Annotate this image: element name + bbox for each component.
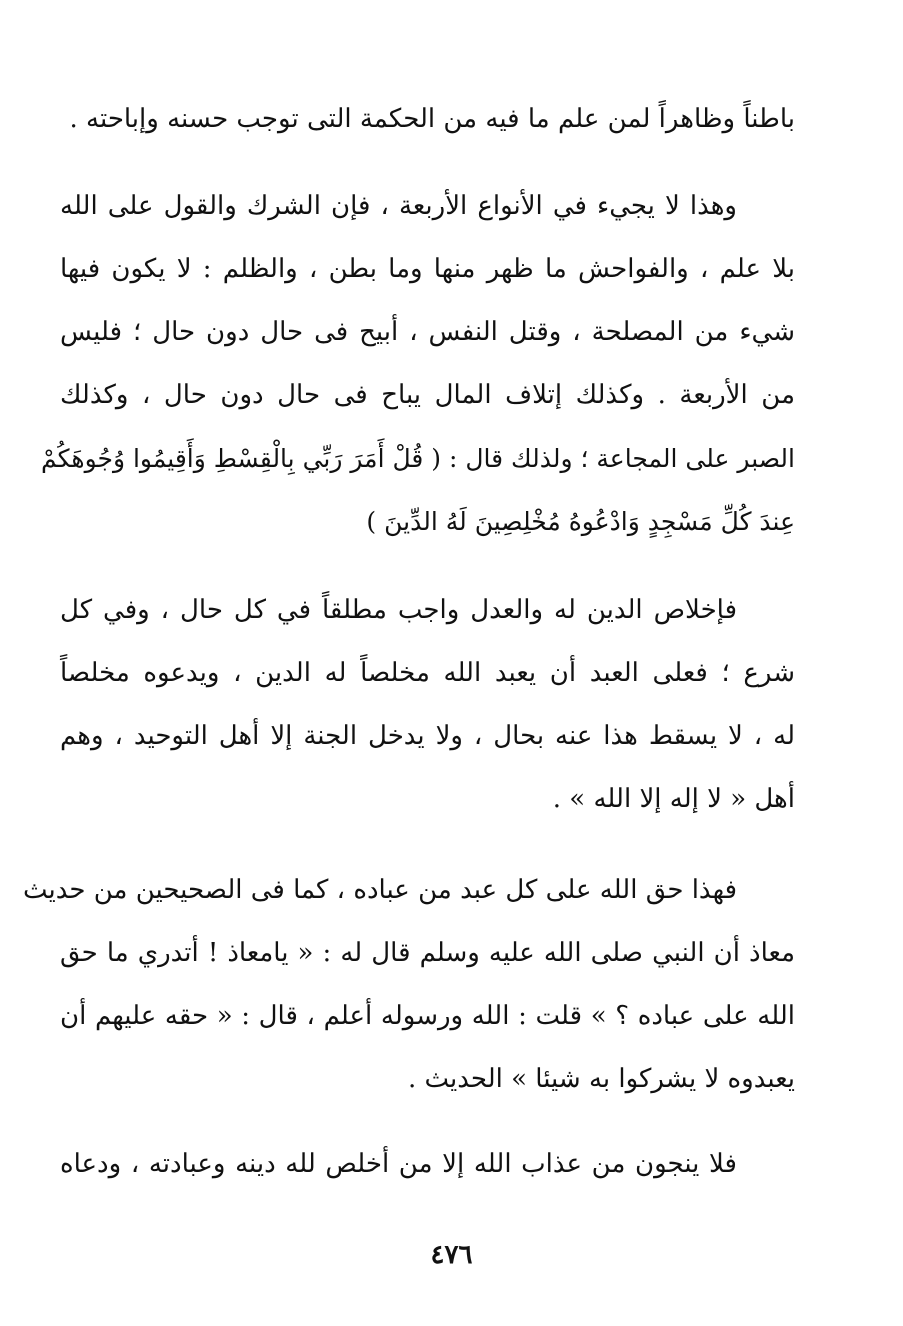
- text-line: الله على عباده ؟ » قلت : الله ورسوله أعلم ، قال : « حقه عليهم أن: [60, 1001, 795, 1031]
- paragraph-5: [60, 1133, 795, 1196]
- text-line: باطناً وظاهراً لمن علم ما فيه من الحكمة التى توجب حسنه وإباحته .: [69, 104, 795, 134]
- text-line: أهل « لا إله إلا الله » .: [552, 784, 795, 814]
- text-line: شيء من المصلحة ، وقتل النفس ، أبيح فى حال دون حال ؛ فليس: [60, 317, 795, 347]
- paragraph-4: [22, 859, 795, 1111]
- text-line: معاذ أن النبي صلى الله عليه وسلم قال له : « يامعاذ ! أتدري ما حق: [60, 938, 795, 968]
- text-line-quran-verse: عِندَ كُلِّ مَسْجِدٍ وَادْعُوهُ مُخْلِصِينَ لَهُ الدِّينَ ): [366, 507, 795, 536]
- page-number: ٤٧٦: [430, 1240, 473, 1270]
- text-line: له ، لا يسقط هذا عنه بحال ، ولا يدخل الجنة إلا أهل التوحيد ، وهم: [60, 721, 795, 751]
- paragraph-1: [60, 88, 795, 151]
- paragraph-2: [40, 175, 795, 553]
- paragraph-3: [60, 579, 795, 831]
- text-line: فهذا حق الله على كل عبد من عباده ، كما فى الصحيحين من حديث: [22, 875, 737, 905]
- text-line: فإخلاص الدين له والعدل واجب مطلقاً في كل حال ، وفي كل: [60, 595, 737, 625]
- text-line: من الأربعة . وكذلك إتلاف المال يباح فى حال دون حال ، وكذلك: [60, 380, 795, 410]
- text-line: يعبدوه لا يشركوا به شيئا » الحديث .: [407, 1064, 795, 1094]
- text-line: وهذا لا يجيء في الأنواع الأربعة ، فإن الشرك والقول على الله: [60, 191, 737, 221]
- text-line-quran-verse: الصبر على المجاعة ؛ ولذلك قال : ( قُلْ أَمَرَ رَبِّي بِالْقِسْطِ وَأَقِيمُوا وُجُوهَكُمْ: [40, 444, 795, 473]
- text-line: بلا علم ، والفواحش ما ظهر منها وما بطن ، والظلم : لا يكون فيها: [60, 254, 795, 284]
- text-line: فلا ينجون من عذاب الله إلا من أخلص لله دينه وعبادته ، ودعاه: [60, 1149, 737, 1179]
- page-body: [22, 88, 795, 1196]
- text-line: شرع ؛ فعلى العبد أن يعبد الله مخلصاً له الدين ، ويدعوه مخلصاً: [60, 658, 795, 688]
